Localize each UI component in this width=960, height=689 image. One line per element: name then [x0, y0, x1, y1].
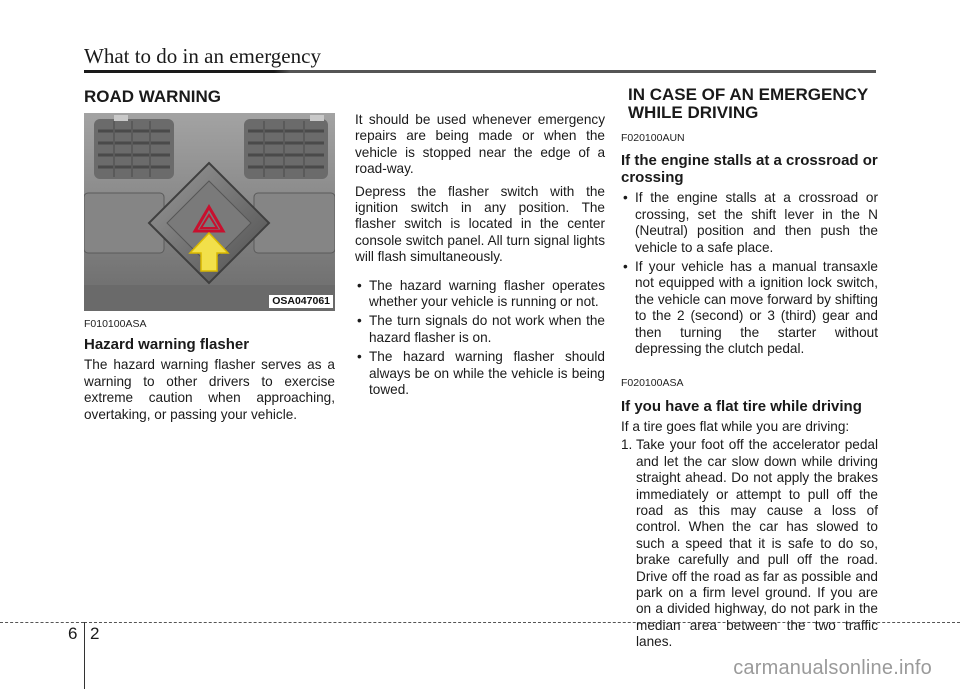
emergency-heading-line1: IN CASE OF AN EMERGENCY [628, 85, 869, 104]
footer-rule-left [0, 622, 84, 623]
stall-bullet-list [621, 190, 878, 357]
page-number: 2 [90, 624, 100, 643]
section-number: 6 [68, 624, 78, 643]
hazard-switch-illustration [84, 113, 335, 311]
stall-subheading: If the engine stalls at a crossroad or crossing [621, 152, 878, 187]
emergency-heading [628, 86, 888, 122]
flat-tire-intro: If a tire goes flat while you are driving: [621, 418, 850, 434]
hazard-details-column [355, 112, 605, 402]
footer-divider [84, 622, 85, 689]
hazard-subheading: Hazard warning flasher [84, 336, 250, 354]
list-item [621, 437, 878, 650]
image-reference-label: OSA047061 [269, 295, 333, 308]
list-item: • The hazard warning flasher should always be on while the vehicle is being towed. [355, 349, 605, 398]
section-code: F020100ASA [621, 377, 684, 390]
hazard-intro-text: The hazard warning flasher serves as a warning to other drivers to exercise extreme caution when approaching, overtaking, or passing your vehicle. [84, 357, 335, 422]
list-item: • If the engine stalls at a crossroad or crossing, set the shift lever in the N (Neutral) position and then push the vehicle to a safe place. [621, 190, 878, 256]
flat-tire-subheading: If you have a flat tire while driving [621, 397, 862, 415]
section-code: F020100AUN [621, 132, 685, 144]
step-number: 1. [621, 437, 633, 453]
page-header-title: What to do in an emergency [84, 44, 321, 68]
list-item: • The turn signals do not work when the hazard flasher is on. [355, 313, 605, 346]
hazard-switch-photo [84, 113, 335, 311]
header-rule [84, 70, 876, 73]
list-item: • If your vehicle has a manual transaxle not equipped with a ignition lock switch, the vehicle can move forward by shifting to the 2 (second) or 3 (third) gear and then turning the starter without depressing the clutch pedal. [621, 259, 878, 357]
list-item: • The hazard warning flasher operates whether your vehicle is running or not. [355, 278, 605, 311]
step-text: Take your foot off the accelerator pedal and let the car slow down while driving straight ahead. Do not apply the brakes immediately or attempt to pull off the road as this may cause a loss of control. When the car has slowed to such a speed that it is safe to do so, brake carefully and pull off the road. Drive off the road as far as possible and park on a firm level ground. If you are on a divided highway, do not park in the median area between the two traffic lanes. [636, 437, 878, 650]
road-warning-heading: ROAD WARNING [84, 87, 221, 106]
flat-tire-steps [621, 437, 878, 650]
footer-rule-right [84, 622, 960, 623]
hazard-switch-text: Depress the flasher switch with the ignition switch in any position. The flasher switch is located in the center console switch panel. All turn signal lights will flash simultaneously. [355, 183, 605, 265]
watermark: carmanualsonline.info [733, 657, 932, 679]
emergency-heading-line2: WHILE DRIVING [628, 103, 759, 122]
hazard-bullet-list [355, 278, 605, 399]
hazard-usage-text: It should be used whenever emergency repairs are being made or when the vehicle is stopped near the edge of a road-way. [355, 112, 605, 177]
section-code: F010100ASA [84, 318, 147, 330]
emergency-column [621, 130, 878, 651]
hazard-intro-column [84, 316, 335, 429]
